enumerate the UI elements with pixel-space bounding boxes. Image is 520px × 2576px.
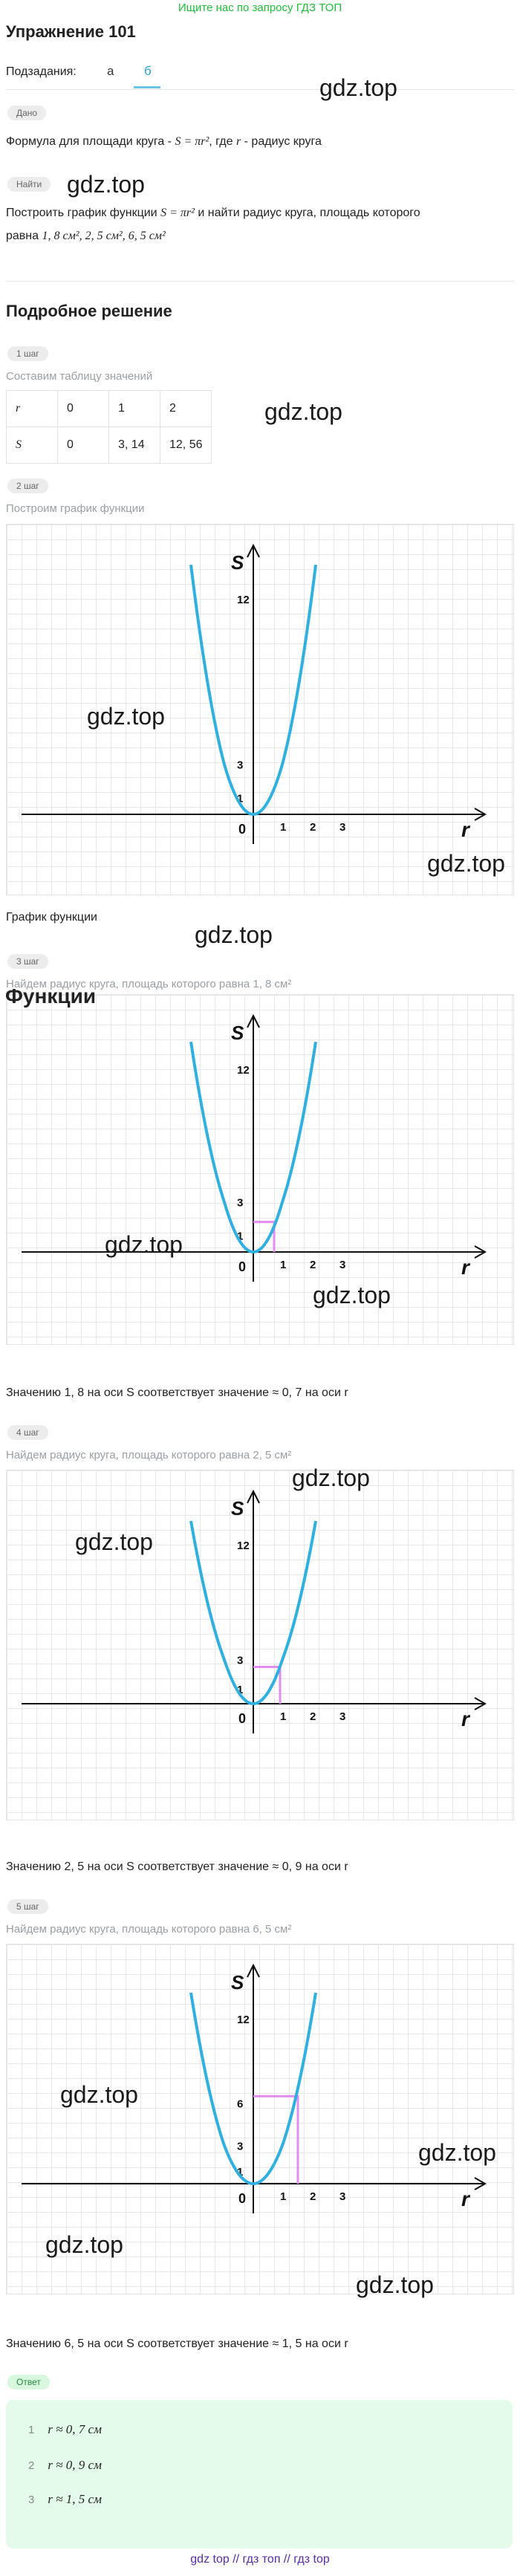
watermark: gdz.top xyxy=(105,1231,183,1258)
table-cell: 2 xyxy=(160,391,212,427)
page-title: Упражнение 101 xyxy=(6,22,136,41)
watermark: gdz.top xyxy=(292,1464,370,1491)
answer-item: 2 r ≈ 0, 9 см xyxy=(28,2458,102,2472)
y-tick-label: 3 xyxy=(237,1654,244,1667)
y-tick-label: 6 xyxy=(237,2098,244,2111)
y-tick-label: 1 xyxy=(237,1684,244,1697)
origin-label: 0 xyxy=(238,1711,247,1726)
graph-caption: График функции xyxy=(6,911,97,924)
subtask-tab-a[interactable]: а xyxy=(107,64,114,78)
x-axis-label: r xyxy=(461,818,469,841)
watermark: gdz.top xyxy=(319,74,397,101)
x-tick-label: 2 xyxy=(310,1710,316,1723)
parabola-graph xyxy=(7,1470,513,1820)
x-tick-label: 2 xyxy=(310,821,316,834)
watermark: gdz.top xyxy=(356,2271,434,2298)
given-pill: Дано xyxy=(7,106,46,120)
x-axis-label: r xyxy=(461,1256,469,1279)
table-cell: 3, 14 xyxy=(109,427,160,464)
x-tick-label: 1 xyxy=(280,821,287,834)
x-tick-label: 2 xyxy=(310,1259,316,1271)
y-tick-label: 12 xyxy=(237,1064,250,1077)
conclusion-text: Значению 1, 8 на оси S соответствует значение ≈ 0, 7 на оси r xyxy=(6,1386,348,1399)
y-tick-label: 3 xyxy=(237,1196,244,1210)
table-cell: S xyxy=(7,427,58,464)
x-tick-label: 3 xyxy=(339,2190,346,2203)
origin-label: 0 xyxy=(238,2191,247,2206)
x-tick-label: 2 xyxy=(310,2190,316,2203)
answer-box xyxy=(6,2400,513,2549)
answer-pill: Ответ xyxy=(7,2375,50,2390)
y-axis-label: S xyxy=(231,1497,244,1519)
origin-label: 0 xyxy=(238,1259,247,1274)
graph-overlap-text: Функции xyxy=(5,984,97,1008)
divider xyxy=(6,281,514,282)
search-banner[interactable]: Ищите нас по запросу ГДЗ ТОП xyxy=(178,1,342,14)
subtasks-label: Подзадания: xyxy=(6,65,77,78)
step-3-pill: 3 шаг xyxy=(7,954,48,969)
step-5-caption: Найдем радиус круга, площадь которого равна 6, 5 см² xyxy=(6,1923,292,1936)
table-cell: 0 xyxy=(58,391,109,427)
y-tick-label: 1 xyxy=(237,792,244,805)
table-row xyxy=(7,427,212,464)
x-tick-label: 3 xyxy=(339,821,346,834)
step-1-pill: 1 шаг xyxy=(7,346,48,361)
watermark: gdz.top xyxy=(264,398,342,425)
x-tick-label: 1 xyxy=(280,2190,287,2203)
answer-item: 1 r ≈ 0, 7 см xyxy=(28,2422,102,2436)
find-text-line1: Построить график функции S = πr² и найти радиус круга, площадь которого xyxy=(6,207,420,219)
parabola-graph xyxy=(7,995,513,1344)
conclusion-text: Значению 2, 5 на оси S соответствует значение ≈ 0, 9 на оси r xyxy=(6,1860,348,1873)
watermark: gdz.top xyxy=(418,2139,496,2166)
watermark: gdz.top xyxy=(60,2081,138,2108)
solution-heading: Подробное решение xyxy=(6,302,172,320)
values-table xyxy=(6,390,212,464)
watermark: gdz.top xyxy=(75,1528,153,1555)
y-tick-label: 12 xyxy=(237,594,250,606)
parabola-graph xyxy=(7,525,513,895)
watermark: gdz.top xyxy=(313,1282,391,1308)
table-cell: r xyxy=(7,391,58,427)
y-tick-label: 1 xyxy=(237,2165,244,2178)
active-tab-indicator xyxy=(134,86,160,88)
find-pill: Найти xyxy=(7,177,51,192)
y-tick-label: 12 xyxy=(237,2014,250,2026)
conclusion-text: Значению 6, 5 на оси S соответствует значение ≈ 1, 5 на оси r xyxy=(6,2337,348,2350)
table-cell: 0 xyxy=(58,427,109,464)
watermark: gdz.top xyxy=(67,171,145,198)
x-tick-label: 3 xyxy=(339,1259,346,1271)
x-axis-label: r xyxy=(461,1707,469,1730)
table-cell: 1 xyxy=(109,391,160,427)
table-row xyxy=(7,391,212,427)
find-text-line2: равна 1, 8 см², 2, 5 см², 6, 5 см² xyxy=(6,230,166,242)
divider xyxy=(6,89,514,90)
graph-panel xyxy=(6,524,514,895)
y-tick-label: 3 xyxy=(237,2140,244,2153)
y-axis-label: S xyxy=(231,1022,244,1044)
watermark: gdz.top xyxy=(195,921,273,948)
x-tick-label: 1 xyxy=(280,1710,287,1723)
footer-links[interactable]: gdz top // гдз топ // гдз top xyxy=(190,2553,330,2566)
graph-panel xyxy=(6,1464,514,1820)
y-axis-label: S xyxy=(231,551,244,574)
origin-label: 0 xyxy=(238,822,247,837)
watermark: gdz.top xyxy=(427,850,505,877)
answer-item: 3 r ≈ 1, 5 см xyxy=(28,2492,102,2506)
watermark: gdz.top xyxy=(87,703,165,730)
step-2-caption: Построим график функции xyxy=(6,502,145,515)
table-cell: 12, 56 xyxy=(160,427,212,464)
subtask-tab-b[interactable]: б xyxy=(144,64,152,78)
step-2-pill: 2 шаг xyxy=(7,478,48,493)
step-4-caption: Найдем радиус круга, площадь которого равна 2, 5 см² xyxy=(6,1449,292,1461)
x-axis-label: r xyxy=(461,2187,469,2210)
y-tick-label: 3 xyxy=(237,759,244,772)
step-4-pill: 4 шаг xyxy=(7,1425,48,1440)
given-text: Формула для площади круга - S = πr², где r - радиус круга xyxy=(6,135,322,148)
projection-marker xyxy=(253,1667,280,1704)
y-tick-label: 12 xyxy=(237,1540,250,1552)
graph-panel xyxy=(6,1944,514,2298)
watermark: gdz.top xyxy=(45,2231,123,2258)
step-1-caption: Составим таблицу значений xyxy=(6,370,153,383)
step-3-caption: Найдем радиус круга, площадь которого равна 1, 8 см² xyxy=(6,978,292,990)
y-tick-label: 1 xyxy=(237,1230,244,1243)
x-tick-label: 3 xyxy=(339,1710,346,1723)
y-axis-label: S xyxy=(231,1971,244,1993)
step-5-pill: 5 шаг xyxy=(7,1899,48,1914)
projection-marker xyxy=(253,2096,298,2184)
x-tick-label: 1 xyxy=(280,1259,287,1271)
